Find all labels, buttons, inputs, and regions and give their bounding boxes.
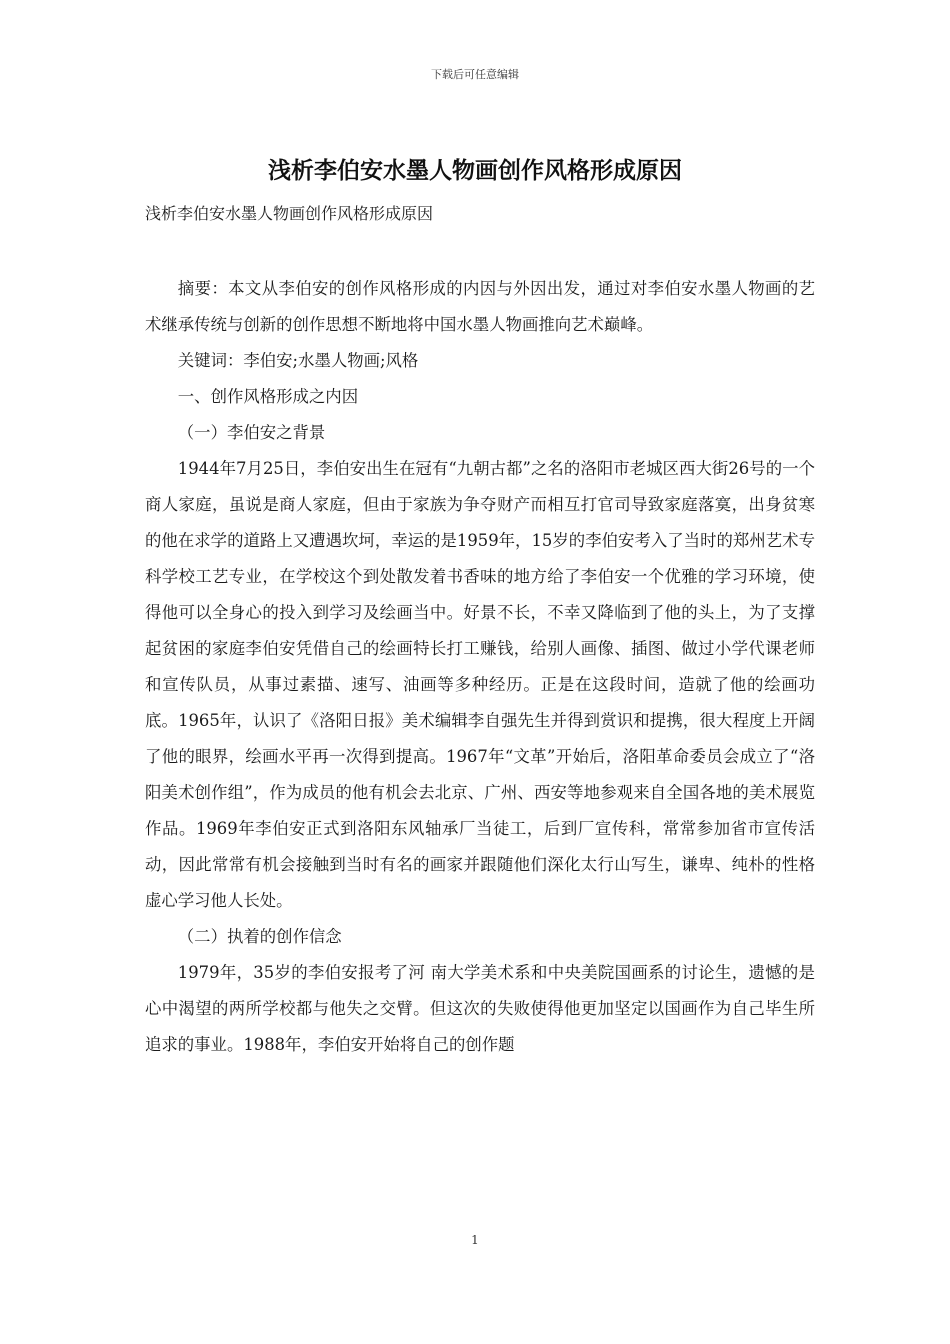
body-text [145,271,815,1063]
document-title: 浅析李伯安水墨人物画创作风格形成原因 [268,158,682,184]
body-paragraph: 1979年，35岁的李伯安报考了河 南大学美术系和中央美院国画系的讨论生，遗憾的是心中渴望的两所学校都与他失之交臂。但这次的失败使得他更加坚定以国画作为自己毕生所追求的事业。1988年，李伯安开始将自己的创作题 [145,963,815,1054]
page-number: 1 [471,1233,479,1247]
section-heading: 一、创作风格形成之内因 [177,387,359,406]
keywords-paragraph: 关键词：李伯安;水墨人物画;风格 [177,351,419,370]
subsection-heading: （二）执着的创作信念 [177,927,342,946]
header-note: 下载后可任意编辑 [431,68,519,81]
document-subtitle: 浅析李伯安水墨人物画创作风格形成原因 [145,204,434,223]
body-paragraph: 1944年7月25日，李伯安出生在冠有“九朝古都”之名的洛阳市老城区西大街26号的一个商人家庭，虽说是商人家庭，但由于家族为争夺财产而相互打官司导致家庭落寞，出身贫寒的他在求学的道路上又遭遇坎坷，幸运的是1959年，15岁的李伯安考入了当时的郑州艺术专科学校工艺专业，在学校这个到处散发着书香味的地方给了李伯安一个优雅的学习环境，使得他可以全身心的投入到学习及绘画当中。好景不长，不幸又降临到了他的头上，为了支撑起贫困的家庭李伯安凭借自己的绘画特长打工赚钱，给别人画像、插图、做过小学代课老师和宣传队员，从事过素描、速写、油画等多种经历。正是在这段时间，造就了他的绘画功底。1965年，认识了《洛阳日报》美术编辑李自强先生并得到赏识和提携，很大程度上开阔了他的眼界，绘画水平再一次得到提高。1967年“文革”开始后，洛阳革命委员会成立了“洛阳美术创作组”，作为成员的他有机会去北京、广州、西安等地参观来自全国各地的美术展览作品。1969年李伯安正式到洛阳东风轴承厂当徒工，后到厂宣传科，常常参加省市宣传活动，因此常常有机会接触到当时有名的画家并跟随他们深化太行山写生，谦卑、纯朴的性格虚心学习他人长处。 [145,459,815,910]
abstract-paragraph: 摘要：本文从李伯安的创作风格形成的内因与外因出发，通过对李伯安水墨人物画的艺术继承传统与创新的创作思想不断地将中国水墨人物画推向艺术巅峰。 [145,279,815,334]
subsection-heading: （一）李伯安之背景 [177,423,326,442]
